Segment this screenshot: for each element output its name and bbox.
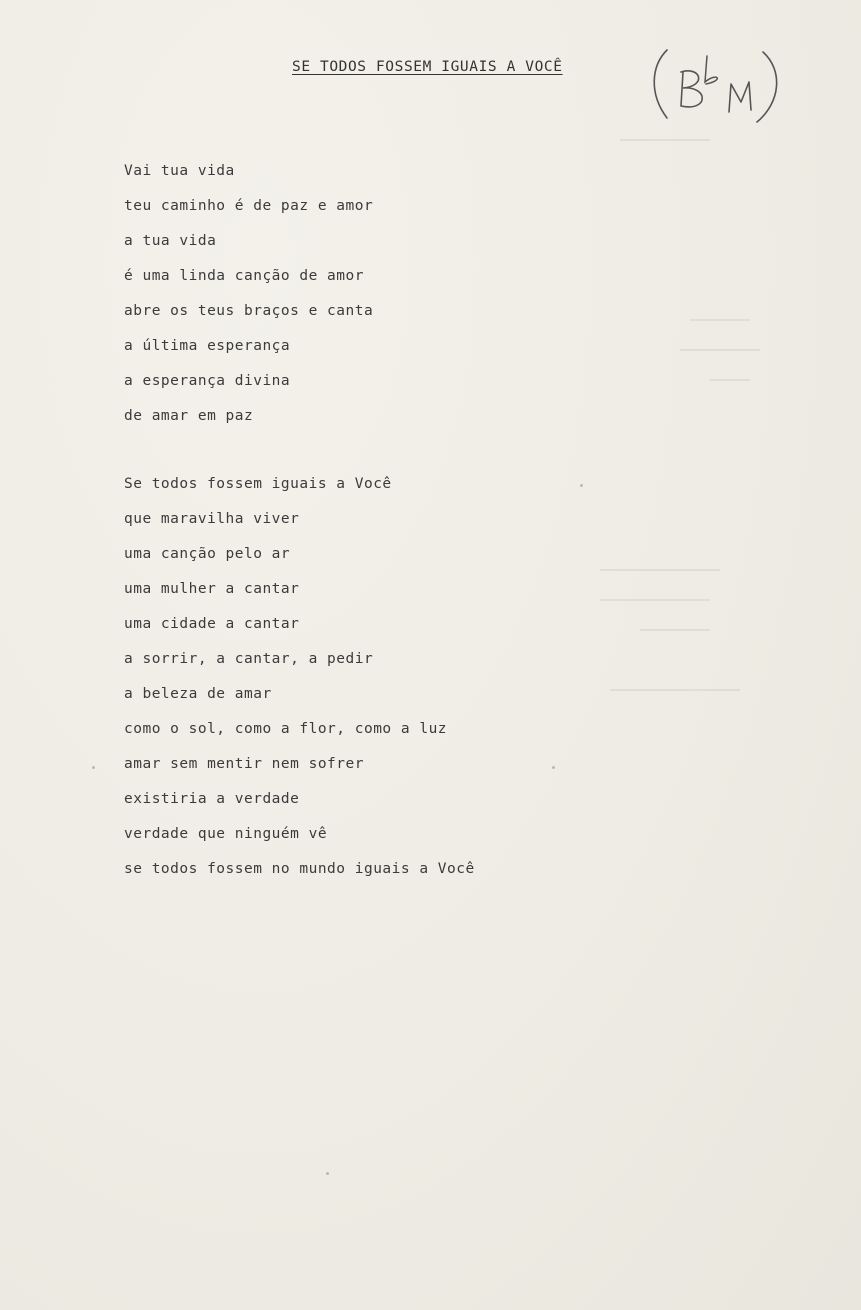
show-through-marks <box>600 120 840 720</box>
lyric-line: a tua vida <box>124 233 217 249</box>
lyric-line: existiria a verdade <box>124 791 300 807</box>
paper-speck <box>92 766 95 769</box>
song-title: SE TODOS FOSSEM IGUAIS A VOCÊ <box>292 59 563 75</box>
handwritten-key-annotation <box>645 42 785 132</box>
paper-speck <box>580 484 583 487</box>
lyric-line: uma canção pelo ar <box>124 546 291 562</box>
stanza-verse <box>124 154 373 434</box>
lyric-line: como o sol, como a flor, como a luz <box>124 721 448 737</box>
lyric-line: Vai tua vida <box>124 163 235 179</box>
lyric-line: se todos fossem no mundo iguais a Você <box>124 861 475 877</box>
lyric-line: a beleza de amar <box>124 686 272 702</box>
stanza-chorus <box>124 467 475 887</box>
lyric-line: a última esperança <box>124 338 291 354</box>
lyric-line: é uma linda canção de amor <box>124 268 364 284</box>
lyric-line: a sorrir, a cantar, a pedir <box>124 651 374 667</box>
lyric-line: teu caminho é de paz e amor <box>124 198 374 214</box>
lyric-line: a esperança divina <box>124 373 291 389</box>
lyric-line: Se todos fossem iguais a Você <box>124 476 392 492</box>
paper-speck <box>552 766 555 769</box>
lyric-line: abre os teus braços e canta <box>124 303 374 319</box>
lyric-line: uma cidade a cantar <box>124 616 300 632</box>
lyric-line: uma mulher a cantar <box>124 581 300 597</box>
lyric-line: que maravilha viver <box>124 511 300 527</box>
lyric-line: verdade que ninguém vê <box>124 826 328 842</box>
lyric-line: amar sem mentir nem sofrer <box>124 756 364 772</box>
paper-speck <box>326 1172 329 1175</box>
lyric-line: de amar em paz <box>124 408 254 424</box>
